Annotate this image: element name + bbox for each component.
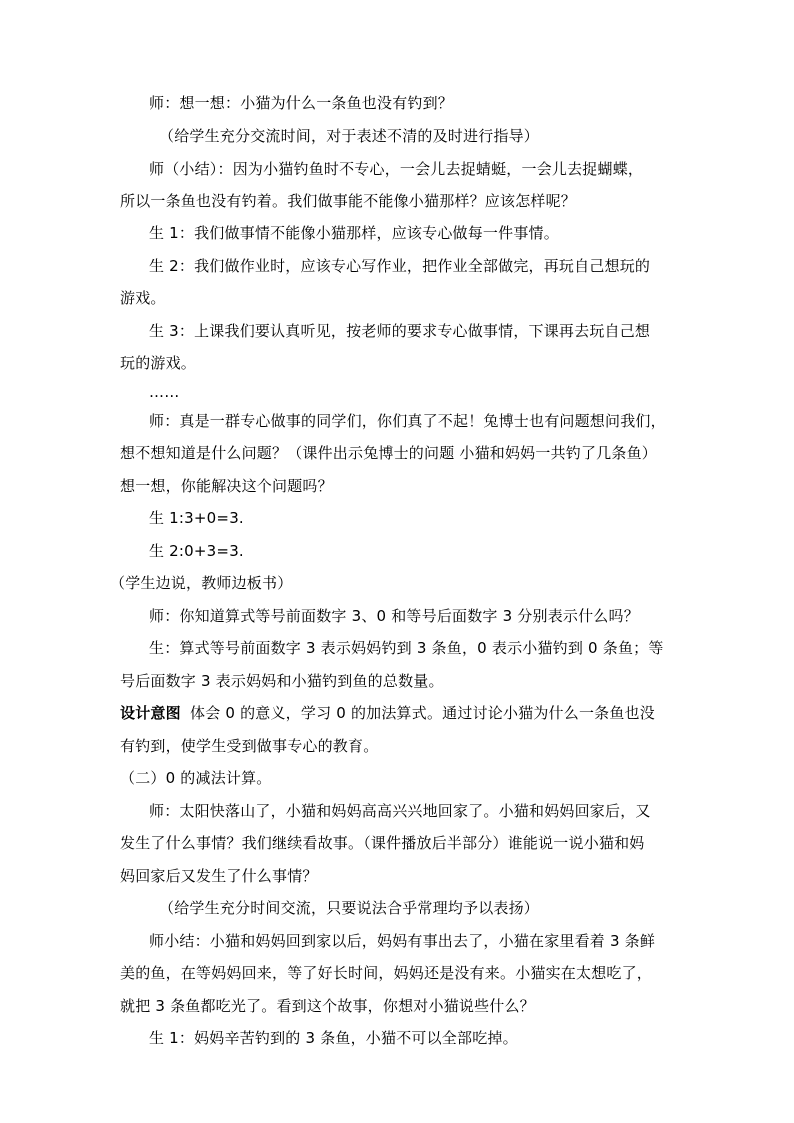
design-intent-label: 设计意图 xyxy=(120,704,181,722)
section-heading: （二）0 的减法计算。 xyxy=(120,769,272,787)
paragraph-line: 师（小结）：因为小猫钓鱼时不专心，一会儿去捉蜻蜓，一会儿去捉蝴蝶， xyxy=(149,160,644,178)
paragraph-line: 美的鱼，在等妈妈回来，等了好长时间，妈妈还是没有来。小猫实在太想吃了， xyxy=(120,964,653,982)
paragraph-line: 玩的游戏。 xyxy=(120,354,197,372)
paragraph-line: （给学生充分交流时间，对于表述不清的及时进行指导） xyxy=(159,127,540,145)
paragraph-line: 生：算式等号前面数字 3 表示妈妈钓到 3 条鱼，0 表示小猫钓到 0 条鱼；等 xyxy=(149,639,664,657)
paragraph-line: 师：你知道算式等号前面数字 3、0 和等号后面数字 3 分别表示什么吗？ xyxy=(149,607,639,625)
paragraph-line: 所以一条鱼也没有钓着。我们做事能不能像小猫那样？应该怎样呢？ xyxy=(120,192,577,210)
paragraph-line: 师小结：小猫和妈妈回到家以后，妈妈有事出去了，小猫在家里看着 3 条鲜 xyxy=(149,932,656,950)
paragraph-line: 生 1：我们做事情不能像小猫那样，应该专心做每一件事情。 xyxy=(149,224,559,242)
paragraph-line: （给学生充分时间交流，只要说法合乎常理均予以表扬） xyxy=(159,899,540,917)
paragraph-line: （学生边说，教师边板书） xyxy=(110,574,293,592)
paragraph-line: 师：想一想：小猫为什么一条鱼也没有钓到？ xyxy=(149,94,454,112)
paragraph-line: 就把 3 条鱼都吃光了。看到这个故事，你想对小猫说些什么？ xyxy=(120,997,535,1015)
paragraph-line: 妈回家后又发生了什么事情？ xyxy=(120,867,318,885)
paragraph-line: 师：真是一群专心做事的同学们，你们真了不起！兔博士也有问题想问我们， xyxy=(149,412,666,430)
paragraph-line: 有钓到，使学生受到做事专心的教育。 xyxy=(120,737,379,755)
paragraph-line: 师：太阳快落山了，小猫和妈妈高高兴兴地回家了。小猫和妈妈回家后，又 xyxy=(149,802,651,820)
paragraph-line: 号后面数字 3 表示妈妈和小猫钓到鱼的总数量。 xyxy=(120,672,444,690)
ellipsis-line: …… xyxy=(149,383,180,401)
paragraph-line: 想不想知道是什么问题？（课件出示兔博士的问题 小猫和妈妈一共钓了几条鱼） xyxy=(120,444,657,462)
equation-line: 生 2:0+3=3. xyxy=(149,542,244,560)
equation-line: 生 1:3+0=3. xyxy=(149,509,244,527)
paragraph-line: 体会 0 的意义，学习 0 的加法算式。通过讨论小猫为什么一条鱼也没 xyxy=(190,704,655,722)
paragraph-line: 游戏。 xyxy=(120,289,166,307)
paragraph-line: 想一想，你能解决这个问题吗？ xyxy=(120,477,333,495)
paragraph-line: 发生了什么事情？我们继续看故事。（课件播放后半部分）谁能说一说小猫和妈 xyxy=(120,834,645,852)
paragraph-line: 生 2：我们做作业时，应该专心写作业，把作业全部做完，再玩自己想玩的 xyxy=(149,257,651,275)
paragraph-line: 生 1：妈妈辛苦钓到的 3 条鱼，小猫不可以全部吃掉。 xyxy=(149,1029,518,1047)
paragraph-line: 生 3：上课我们要认真听见，按老师的要求专心做事情，下课再去玩自己想 xyxy=(149,322,651,340)
